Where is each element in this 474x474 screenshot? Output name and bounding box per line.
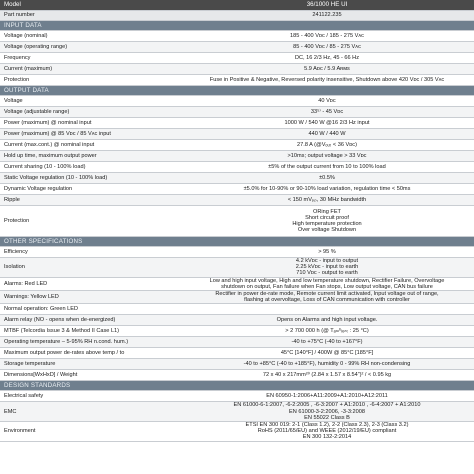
output-spec-label: Power (maximum) @ nominal input <box>4 119 92 126</box>
other-spec-value <box>180 291 474 303</box>
output-protection-label: Protection <box>4 217 30 224</box>
output-spec-row <box>0 118 474 129</box>
input-spec-label: Frequency <box>4 54 31 61</box>
design-standard-value-line: EN 300 132-2:2014 <box>302 434 352 441</box>
output-spec-label: Ripple <box>4 196 20 203</box>
design-standard-label: Electrical safety <box>4 393 44 400</box>
output-spec-label: Voltage <box>4 97 23 104</box>
other-spec-label: MTBF (Telcordia Issue 3 & Method II Case L1) <box>4 328 120 335</box>
design-standard-row <box>0 402 474 422</box>
other-spec-row <box>0 359 474 370</box>
input-spec-row <box>0 64 474 75</box>
output-spec-label: Current (max.cont.) @ nominal input <box>4 141 95 148</box>
other-spec-value <box>180 339 474 345</box>
section-design-standards: DESIGN STANDARDS <box>0 381 474 391</box>
design-standard-value-line: ETSI EN 300 019: 2-1 (Class 1.2), 2-2 (Class 2.3), 2-3 (Class 3.2) <box>245 422 409 429</box>
design-standard-row <box>0 422 474 442</box>
output-spec-label: Dynamic Voltage regulation <box>4 185 73 192</box>
other-spec-value-line: Low and high input voltage, High and low temperature shutdown, Rectifier Failure, Overvoltage <box>209 277 445 284</box>
output-spec-value: >10ms; output voltage > 33 Vᴅᴄ <box>287 152 367 159</box>
output-spec-row <box>0 151 474 162</box>
input-spec-row <box>0 42 474 53</box>
other-spec-value <box>180 361 474 367</box>
protection-line: High temperature protection <box>292 221 362 227</box>
protection-line: ORing FET <box>313 208 341 215</box>
part-number-row <box>0 11 474 21</box>
output-spec-row <box>0 96 474 107</box>
design-standard-label: EMC <box>4 408 17 415</box>
design-standard-row <box>0 391 474 402</box>
other-spec-value <box>180 350 474 356</box>
output-spec-value: 40 Vᴅᴄ <box>318 97 336 104</box>
output-spec-row <box>0 173 474 184</box>
output-spec-row <box>0 107 474 118</box>
other-spec-row <box>0 337 474 348</box>
output-spec-value: ±5.0% for 10-90% or 90-10% load variation, regulation time < 50ms <box>243 185 411 192</box>
other-spec-value <box>180 258 474 277</box>
output-spec-value: 27.8 A (@Vₒᵤₜ < 36 Vᴅᴄ) <box>297 141 357 148</box>
output-spec-label: Hold up time, maximum output power <box>4 152 97 159</box>
section-input-data: INPUT DATA <box>0 21 474 31</box>
design-standard-value-line: RoHS (2011/65/EU) and WEEE (2012/19/EU) compliant <box>257 428 397 435</box>
other-spec-value-line: > 2 700 000 h (@ Tₐₘᵇᵢₑₙₜ : 25 °C) <box>285 328 369 335</box>
other-spec-value <box>180 249 474 255</box>
other-spec-label: Alarms: Red LED <box>4 280 48 287</box>
output-spec-value: ±0.5% <box>319 174 335 181</box>
output-protection-value <box>180 209 474 234</box>
output-spec-label: Static Voltage regulation (10 - 100% load) <box>4 174 108 181</box>
section-other-specifications: OTHER SPECIFICATIONS <box>0 237 474 247</box>
other-spec-label: Isolation <box>4 264 25 271</box>
output-protection-row <box>0 206 474 237</box>
model-value: 36/1000 HE UI <box>306 0 348 8</box>
output-spec-row <box>0 129 474 140</box>
other-spec-label: Dimensions[WxHxD] / Weight <box>4 372 78 379</box>
design-standard-value-line: EN 55022 Class B <box>304 414 350 421</box>
input-spec-label: Voltage (operating range) <box>4 43 68 50</box>
input-spec-value: Fuse in Positive & Negative, Reversed polarity insensitive, Shutdown above 420 Vᴅᴄ / 305 Vᴀᴄ <box>209 76 445 83</box>
output-spec-label: Current sharing (10 - 100% load) <box>4 163 86 170</box>
output-spec-row <box>0 162 474 173</box>
input-spec-value: 185 - 400 Vᴅᴄ / 185 - 275 Vᴀᴄ <box>290 32 364 39</box>
output-spec-value: ±5% of the output current from 10 to 100% load <box>268 163 386 170</box>
input-spec-label: Protection <box>4 76 30 83</box>
part-number-value: 241122.235 <box>312 12 342 19</box>
other-spec-row <box>0 315 474 326</box>
other-spec-row <box>0 326 474 337</box>
other-spec-label: Alarm relay (NO - opens when de-energized) <box>4 317 116 324</box>
other-spec-value <box>180 328 474 334</box>
other-spec-row <box>0 348 474 359</box>
other-spec-value-line: 2.25 kVᴅᴄ - input to earth <box>295 264 359 271</box>
design-standard-value-line: EN 61000-6-1:2007, -6-2:2005 , -6-3:2007 + A1:2010 , -6-4:2007 + A1:2010 <box>233 402 421 409</box>
model-label: Model <box>4 0 21 8</box>
other-spec-row <box>0 258 474 278</box>
other-spec-value-line: 4.2 kVᴅᴄ - input to output <box>295 258 359 264</box>
output-spec-value: 1000 W / 540 W @16 2/3 Hz input <box>284 119 370 126</box>
input-spec-value: DC, 16 2/3 Hz, 45 - 66 Hz <box>294 54 360 61</box>
other-spec-label: Warnings: Yellow LED <box>4 294 59 301</box>
other-spec-row <box>0 304 474 315</box>
design-standard-label: Environment <box>4 428 36 435</box>
other-spec-row <box>0 278 474 291</box>
other-spec-label: Efficiency <box>4 248 28 255</box>
part-number-label: Part number <box>4 12 35 19</box>
design-standard-value <box>180 422 474 441</box>
other-spec-label: Maximum output power de-rates above temp / to <box>4 350 125 357</box>
input-spec-row <box>0 53 474 64</box>
other-spec-label: Storage temperature <box>4 361 56 368</box>
other-spec-value-line: Opens on Alarms and high input voltage. <box>276 317 378 324</box>
other-spec-value <box>180 372 474 378</box>
other-spec-value-line: Rectifier in power de-rate mode, Remote current limit activated, Input voltage out of range, <box>215 291 439 298</box>
output-spec-value: 33⁵⁾ - 45 Vᴅᴄ <box>310 108 344 115</box>
design-standard-value-line: EN 60950-1:2006+A11:2009+A1:2010+A12:2011 <box>266 393 388 400</box>
other-spec-value-line: shutdown on output, Fan failure when Fan stops, Low output voltage, CAN bus failure <box>221 283 433 290</box>
output-spec-row <box>0 195 474 206</box>
design-standard-value-line: EN 61000-3-2:2006, -3-3:2008 <box>289 408 365 415</box>
design-standard-value <box>180 402 474 421</box>
input-spec-label: Voltage (nominal) <box>4 32 48 39</box>
other-spec-value-line: > 95 % <box>318 248 336 255</box>
input-spec-value: 5.9 Aᴅᴄ / 5.9 Aʀᴍѕ <box>304 65 350 72</box>
other-spec-value-line: -40 to +85°C (-40 to +185°F), humidity 0 - 99% RH non-condensing <box>243 361 411 368</box>
other-spec-value-line: 710 Vᴅᴄ - output to earth <box>296 270 358 277</box>
other-spec-row <box>0 247 474 258</box>
other-spec-value <box>180 317 474 323</box>
input-spec-label: Current (maximum) <box>4 65 53 72</box>
protection-line: Short circuit proof <box>305 214 349 221</box>
other-spec-value-line: 45°C [140°F] / 400W @ 85°C [185°F] <box>280 350 374 357</box>
output-spec-row <box>0 184 474 195</box>
protection-line: Over voltage Shutdown <box>297 227 357 234</box>
output-spec-row <box>0 140 474 151</box>
input-spec-value: 85 - 400 Vᴅᴄ / 85 - 275 Vᴀᴄ <box>293 43 361 50</box>
section-output-data: OUTPUT DATA <box>0 86 474 96</box>
other-spec-label: Operating temperature – 5-95% RH n.cond. hum.) <box>4 339 129 346</box>
design-standard-value <box>180 393 474 399</box>
other-spec-row <box>0 291 474 304</box>
input-spec-row <box>0 31 474 42</box>
other-spec-label: Normal operation: Green LED <box>4 306 78 313</box>
other-spec-row <box>0 370 474 381</box>
other-spec-value-line: -40 to +75°C (-40 to +167°F) <box>291 339 363 346</box>
other-spec-value-line: 72 x 40 x 217mm²⁰ (2.84 x 1.57 x 8.54”)² / < 0.95 kg <box>262 372 392 379</box>
input-spec-row <box>0 75 474 86</box>
other-spec-value <box>180 278 474 290</box>
other-spec-value-line: flashing at overvoltage, Loss of CAN communication with controller <box>244 297 410 304</box>
output-spec-value: < 150 mVₚₚ, 30 MHz bandwidth <box>287 196 367 203</box>
output-spec-value: 440 W / 440 W <box>308 130 346 137</box>
output-spec-label: Voltage (adjustable range) <box>4 108 70 115</box>
output-spec-label: Power (maximum) @ 85 Vᴅᴄ / 85 Vᴀᴄ input <box>4 130 111 137</box>
model-header-row <box>0 0 474 11</box>
